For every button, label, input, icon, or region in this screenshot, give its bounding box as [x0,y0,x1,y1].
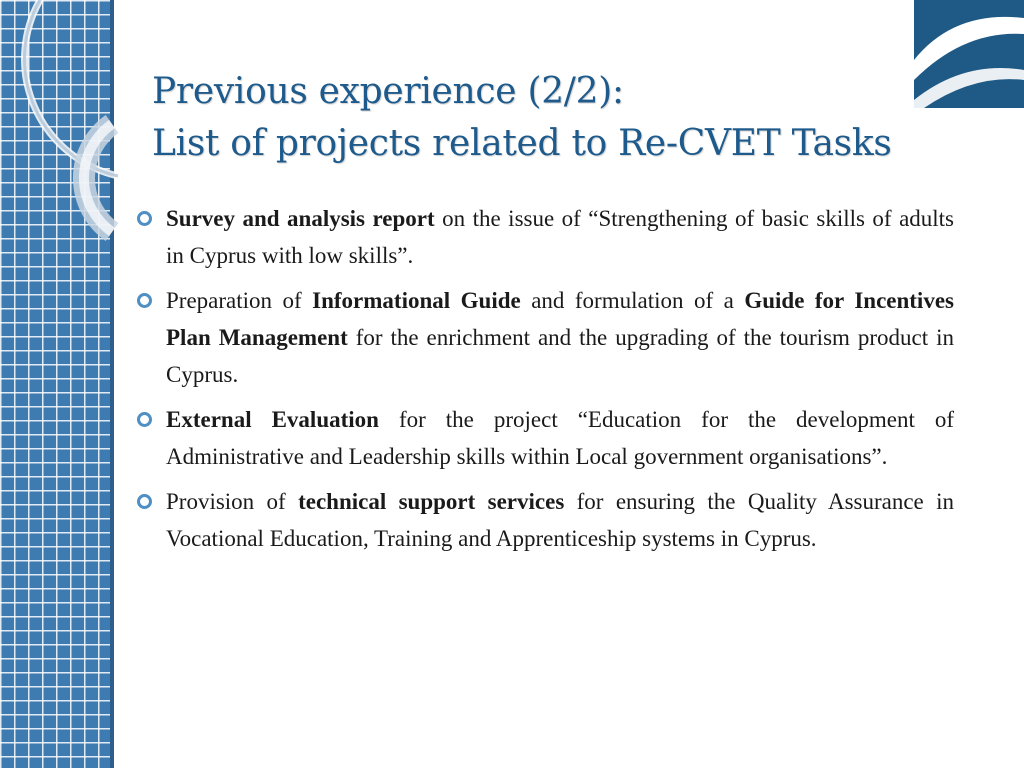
bullet-text-bold: technical support services [298,489,565,514]
bullet-text: and formulation of a [520,288,745,313]
circle-bullet-icon [137,293,152,308]
title-line-2: List of projects related to Re-CVET Tasks [152,123,892,164]
bullet-text: Provision of [166,489,299,514]
bullet-text-bold: Survey and analysis report [166,206,435,231]
bullet-text: for the enrichment and the upgrading of the tourism product in Cyprus. [166,325,954,387]
list-item [134,483,954,557]
circle-bullet-icon [137,494,152,509]
bullet-text: for the project “Education for the development of Administrative and Leadership skills within Local government organisations”. [166,407,954,469]
list-item [134,282,954,393]
title-line-1: Previous experience (2/2): [152,71,624,112]
list-item [134,200,954,274]
bullet-text-bold: Informational Guide [312,288,521,313]
bullet-text-bold: Guide for Incentives Plan Management [166,288,954,350]
circle-bullet-icon [137,211,152,226]
list-item [134,401,954,475]
bullet-text: for ensuring the Quality Assurance in Vocational Education, Training and Apprenticeship systems in Cyprus. [166,489,955,551]
project-list [134,200,954,565]
bullet-text: Preparation of [166,288,313,313]
bullet-text: on the issue of “Strengthening of basic skills of adults in Cyprus with low skills”. [166,206,955,268]
bullet-text-bold: External Evaluation [166,407,379,432]
circle-bullet-icon [137,412,152,427]
page-title [152,66,972,170]
